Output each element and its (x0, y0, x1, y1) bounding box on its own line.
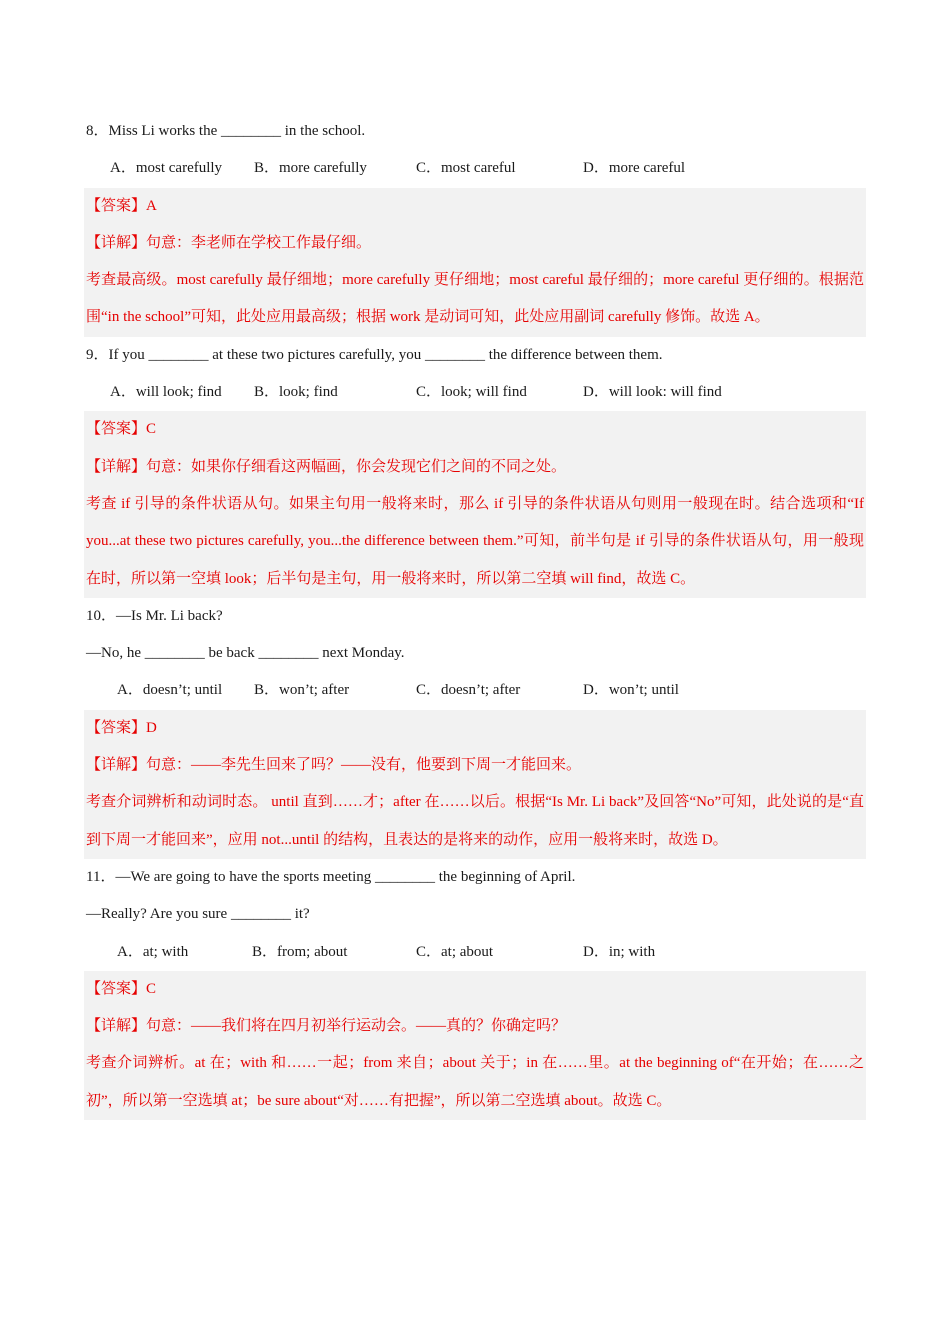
question-stem: 9．If you ________ at these two pictures carefully, you ________ the difference between them. (86, 346, 663, 363)
answer-box (84, 971, 866, 1120)
analysis: 考查 if 引导的条件状语从句。如果主句用一般将来时，那么 if 引导的条件状语从句则用一般现在时。结合选项和“If you...at these two pictures carefully, you...the difference between them.”可知，前半句是 if 引导的条件状语从句，用一般现在时，所以第一空填 look；后半句是主句，用一般将来时，所以第二空填 will find，故选 C。 (86, 495, 864, 587)
option-b: B．from; about (252, 943, 348, 960)
option-d: D．won’t; until (583, 682, 679, 699)
option-a: A．will look; find (110, 384, 222, 401)
option-row (86, 934, 866, 971)
answer-box (84, 411, 866, 597)
analysis: 考查介词辨析。at 在；with 和……一起；from 来自；about 关于；in 在……里。at the beginning of“在开始；在……之初”，所以第一空选填 at；be sure about“对……有把握”，所以第二空选填 about。故选 C。 (86, 1055, 864, 1109)
question-9 (86, 337, 866, 598)
analysis: 考查最高级。most carefully 最仔细地；more carefully 更仔细地；most careful 最仔细的；more careful 更仔细的。根据范围“in the school”可知，此处应用最高级；根据 work 是动词可知，此处应用副词 carefully 修饰。故选 A。 (86, 272, 864, 326)
answer-box (84, 710, 866, 859)
question-stem: 10．—Is Mr. Li back? (86, 607, 223, 624)
question-stem: 11．—We are going to have the sports meeting ________ the beginning of April. (86, 868, 576, 885)
detail: 【详解】句意：如果你仔细看这两幅画，你会发现它们之间的不同之处。 (86, 458, 567, 475)
option-a: A．most carefully (110, 160, 223, 177)
question-10 (86, 598, 866, 859)
detail: 【详解】句意：——李先生回来了吗？——没有，他要到下周一才能回来。 (86, 757, 582, 774)
question-stem: 8．Miss Li works the ________ in the school. (86, 123, 366, 139)
answer: 【答案】C (86, 980, 157, 997)
question-list (86, 113, 866, 1120)
analysis: 考查介词辨析和动词时态。 until 直到……才；after 在……以后。根据“Is Mr. Li back”及回答“No”可知，此处说的是“直到下周一才能回来”，应用 not...until 的结构，且表达的是将来的动作，应用一般将来时，故选 D。 (86, 794, 864, 848)
option-b: B．more carefully (254, 160, 367, 177)
option-row (86, 672, 866, 709)
question-8 (86, 113, 866, 337)
option-c: C．doesn’t; after (416, 682, 521, 699)
answer: 【答案】A (86, 197, 157, 214)
option-row (86, 150, 866, 187)
detail: 【详解】句意：——我们将在四月初举行运动会。——真的？你确定吗？ (86, 1018, 567, 1035)
option-a: A．doesn’t; until (117, 682, 223, 699)
option-row (86, 374, 866, 411)
option-d: D．more careful (583, 160, 686, 177)
answer-box (84, 188, 866, 337)
question-11 (86, 859, 866, 1120)
option-d: D．will look: will find (583, 384, 722, 401)
option-d: D．in; with (583, 943, 656, 960)
option-c: C．most careful (416, 160, 516, 177)
option-b: B．look; find (254, 384, 338, 401)
answer: 【答案】D (86, 719, 157, 736)
option-a: A．at; with (117, 943, 189, 960)
question-stem-reply: —Really? Are you sure ________ it? (86, 906, 310, 923)
option-b: B．won’t; after (254, 682, 350, 699)
question-stem-reply: —No, he ________ be back ________ next Monday. (86, 645, 405, 662)
option-c: C．at; about (416, 943, 494, 960)
detail: 【详解】句意：李老师在学校工作最仔细。 (86, 234, 372, 251)
option-c: C．look; will find (416, 384, 527, 401)
answer: 【答案】C (86, 421, 157, 438)
